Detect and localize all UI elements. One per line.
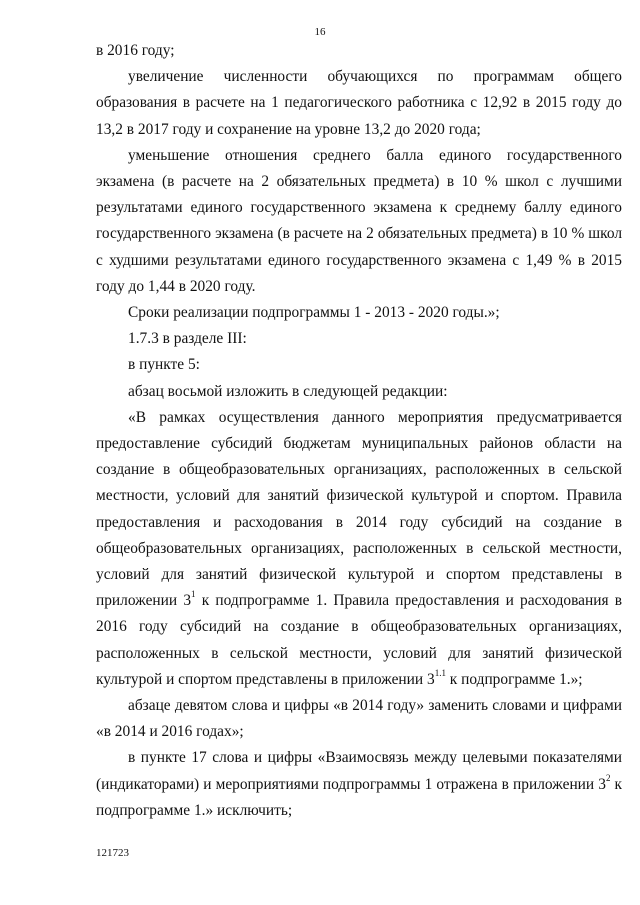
paragraph-new-wording bbox=[96, 405, 622, 693]
paragraph-implementation-period: Сроки реализации подпрограммы 1 - 2013 - 2020 годы.»; bbox=[128, 304, 500, 322]
superscript-2: 2 bbox=[605, 772, 611, 783]
item-17-part-1: в пункте 17 слова и цифры «Взаимосвязь между целевыми показателями (индикаторами) и мероприятиями подпрограммы 1 отражена в приложении 3 bbox=[96, 749, 622, 793]
superscript-1-1: 1.1 bbox=[434, 667, 446, 678]
document-code: 121723 bbox=[96, 847, 129, 859]
paragraph-continuation: в 2016 году; bbox=[96, 42, 175, 59]
paragraph-teachers-ratio: увеличение численности обучающихся по программам общего образования в расчете на 1 педагогического работника с 12,92 в 2015 году до 13,2 в 2017 году и сохранение на уровне 13,2 до 2020 года; bbox=[96, 68, 622, 138]
paragraph-section-iii: 1.7.3 в разделе III: bbox=[128, 330, 247, 348]
item-17-part-2: к подпрограмме 1.» исключить; bbox=[96, 775, 622, 819]
new-wording-part-2: к подпрограмме 1. Правила предоставления и расходования в 2016 году субсидий на создание в общеобразовательных организациях, расположенных в сельской местности, условий для занятий физической культурой и спортом представлены в приложении 3 bbox=[96, 592, 622, 688]
new-wording-part-1: «В рамках осуществления данного мероприятия предусматривается предоставление субсидий бюджетам муниципальных районов области на создание в общеобразовательных организациях, расположенных в сельской местности, условий для занятий физической культурой и спортом. Правила предоставления и расходования в 2014 году субсидий на создание в общеобразовательных организациях, расположенных в сельской местности, условий для занятий физической культурой и спортом представлены в приложении 3 bbox=[96, 408, 622, 610]
paragraph-item-5: в пункте 5: bbox=[128, 356, 200, 374]
superscript-1: 1 bbox=[191, 589, 196, 600]
paragraph-item-17 bbox=[96, 745, 622, 824]
new-wording-part-3: к подпрограмме 1.»; bbox=[445, 670, 583, 688]
paragraph-eighth-abzac: абзац восьмой изложить в следующей редакции: bbox=[128, 382, 448, 400]
paragraph-ninth-abzac: абзаце девятом слова и цифры «в 2014 году» заменить словами и цифрами «в 2014 и 2016 годах»; bbox=[96, 697, 622, 741]
document-body bbox=[96, 38, 622, 824]
page-number: 16 bbox=[314, 26, 326, 38]
paragraph-exam-ratio: уменьшение отношения среднего балла единого государственного экзамена (в расчете на 2 обязательных предмета) в 10 % школ с лучшими результатами единого государственного экзамена к среднему баллу единого государственного экзамена (в расчете на 2 обязательных предмета) в 10 % школ с худшими результатами единого государственного экзамена с 1,49 % в 2015 году до 1,44 в 2020 году. bbox=[96, 146, 622, 295]
